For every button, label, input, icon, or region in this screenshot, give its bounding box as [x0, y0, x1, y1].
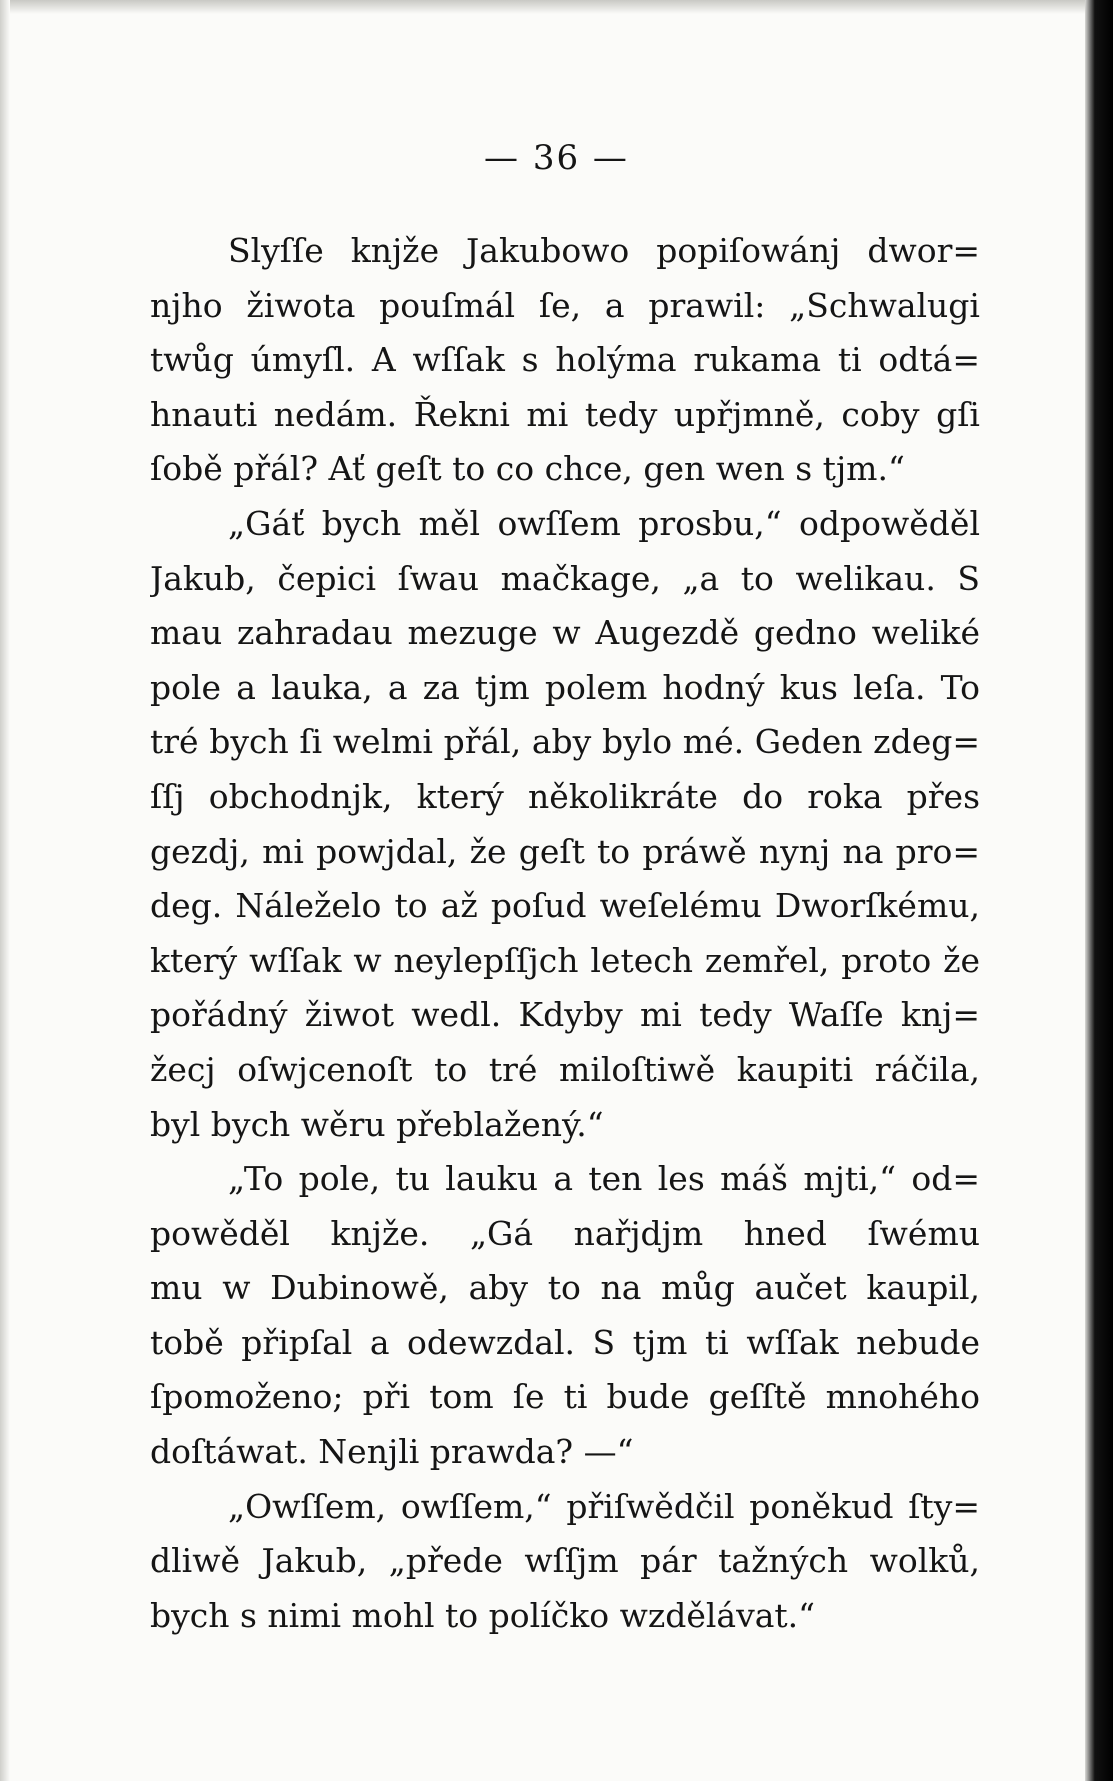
- body-text: [150, 224, 980, 1643]
- text-line: mu w Dubinowě, aby to na můg aučet kaupil,: [150, 1268, 980, 1308]
- text-line: byl bych wěru přeblažený.“: [150, 1104, 604, 1144]
- text-line: tré bych ſi welmi přál, aby bylo mé. Geden zdeg=: [150, 722, 980, 762]
- text-line: bych s nimi mohl to políčko wzdělávat.“: [150, 1595, 816, 1635]
- text-line: pořádný žiwot wedl. Kdyby mi tedy Waſſe knj=: [150, 995, 980, 1035]
- text-line: njho žiwota pouſmál ſe, a prawil: „Schwalugi: [150, 285, 980, 325]
- text-line: „Owſſem, owſſem,“ přiſwědčil poněkud ſty=: [228, 1486, 980, 1526]
- text-line: ſobě přál? Ať geſt to co chce, gen wen s tjm.“: [150, 449, 905, 489]
- text-line: twůg úmyſl. A wſſak s holýma rukama ti odtá=: [150, 340, 980, 380]
- text-line: „To pole, tu lauku a ten les máš mjti,“ od=: [228, 1159, 980, 1199]
- text-line: doſtáwat. Nenjli prawda? —“: [150, 1432, 634, 1472]
- text-line: tobě připſal a odewzdal. S tjm ti wſſak nebude: [150, 1322, 980, 1362]
- page-number-header: — 36 —: [484, 138, 629, 178]
- text-line: který wſſak w neylepſſjch letech zemřel, proto že: [150, 940, 980, 980]
- text-line: ſpomoženo; při tom ſe ti bude geſſtě mnohého: [150, 1377, 980, 1417]
- scan-edge-right: [1085, 0, 1113, 1781]
- text-line: pole a lauka, a za tjm polem hodný kus leſa. To: [150, 667, 980, 707]
- text-line: deg. Náleželo to až poſud weſelému Dworſkému,: [150, 886, 980, 926]
- text-line: „Gáť bych měl owſſem prosbu,“ odpowěděl: [228, 503, 980, 543]
- text-line: Jakub, čepici ſwau mačkage, „a to welikau. S: [150, 558, 980, 598]
- text-line: dliwě Jakub, „přede wſſjm pár tažných wolků,: [150, 1541, 980, 1581]
- text-line: mau zahradau mezuge w Augezdě gedno weliké: [150, 613, 980, 653]
- scan-edge-top: [0, 0, 1085, 14]
- text-line: ſſj obchodnjk, který několikráte do roka přes: [150, 776, 980, 816]
- text-line: Slyſſe knjže Jakubowo popiſowánj dwor=: [228, 231, 980, 270]
- scan-edge-left: [0, 0, 10, 1781]
- text-line: gezdj, mi powjdal, že geſt to práwě nynj na pro=: [150, 831, 980, 871]
- text-line: hnauti nedám. Řekni mi tedy upřjmně, coby gſi: [150, 394, 980, 434]
- text-line: powěděl knjže. „Gá nařjdjm hned ſwému: [150, 1213, 980, 1253]
- text-line: žecj oſwjcenoſt to tré miloſtiwě kaupiti ráčila,: [150, 1049, 980, 1089]
